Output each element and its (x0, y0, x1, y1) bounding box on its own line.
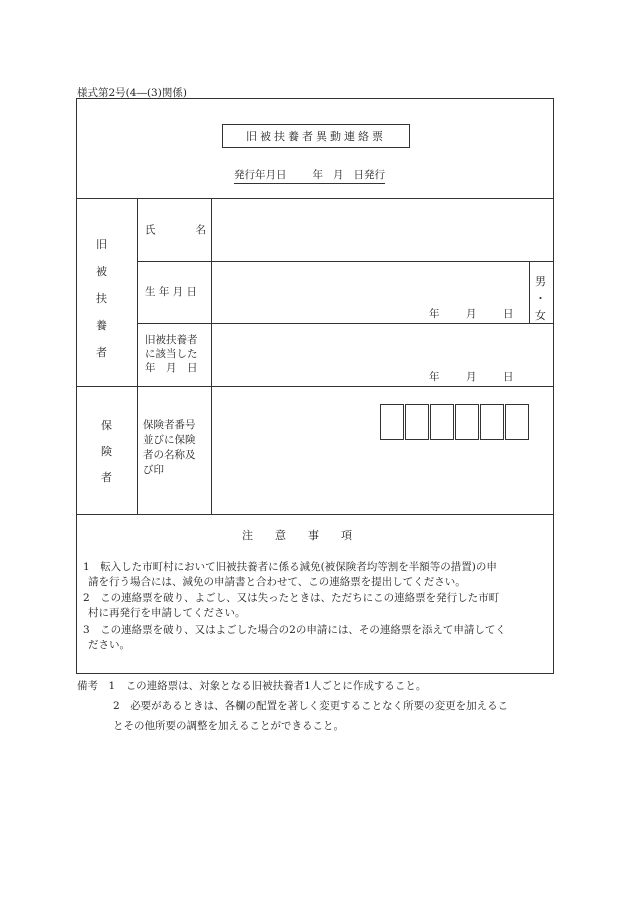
rule-label-col (211, 198, 212, 514)
issue-date-year: 年 (312, 169, 323, 181)
insurer-label: 保険者番号 並びに保険 者の名称及 び印 (143, 419, 196, 476)
insurer-number-cell[interactable] (480, 404, 504, 440)
notes-heading: 注 意 事 項 (242, 529, 352, 542)
gender-options[interactable]: 男 ・ 女 (535, 275, 546, 322)
insurer-section-heading: 保 険 者 (101, 419, 112, 484)
qualified-date-label: 旧被扶養者 に該当した 年 月 日 (145, 334, 198, 374)
form-title: 旧被扶養者異動連絡票 (222, 124, 410, 148)
note-item: 1 転入した市町村において旧被扶養者に係る減免(被保険者均等割を半額等の措置)の申 請を行う場合には、減免の申請書と合わせて、この連絡票を提出してください。 (83, 561, 497, 588)
birth-year-unit: 年 (429, 308, 440, 320)
insurer-number-cell[interactable] (405, 404, 429, 440)
rule-insured-bottom (76, 386, 554, 387)
note-item: 3 この連絡票を破り、又はよごした場合の2の申請には、その連絡票を添えて申請してく ださい。 (83, 624, 506, 651)
name-label: 氏 名 (145, 224, 206, 236)
insured-section-heading: 旧 被 扶 養 者 (96, 238, 107, 359)
birth-label: 生 年 月 日 (145, 286, 198, 298)
rule-heading-col (137, 198, 138, 514)
name-field[interactable] (212, 262, 528, 322)
birth-day-unit: 日 (503, 308, 514, 320)
insurer-number-cell[interactable] (430, 404, 454, 440)
qualified-day-unit: 日 (503, 371, 514, 383)
form-label: 様式第2号(4―(3)関係) (77, 87, 187, 99)
issue-date-month: 月 (333, 169, 344, 181)
note-item: 2 この連絡票を破り、よごし、又は失ったときは、ただちにこの連絡票を発行した市町 村に再発行を申請してください。 (83, 592, 500, 619)
issue-date (234, 167, 385, 184)
insurer-number-cell[interactable] (455, 404, 479, 440)
insurer-number-cell[interactable] (380, 404, 404, 440)
remarks-label: 備考 (77, 680, 98, 692)
rule-birth-bottom (137, 323, 554, 324)
issue-date-prefix: 発行年月日 (234, 169, 287, 181)
birth-month-unit: 月 (466, 308, 477, 320)
rule-gender-col (529, 261, 530, 323)
insurer-number-cell[interactable] (505, 404, 529, 440)
remarks: 備考 1 この連絡票は、対象となる旧被扶養者1人ごとに作成すること。 2 必要があるときは、各欄の配置を著しく変更することなく所要の変更を加えるこ とその他所要の調整を加えることができること。 (77, 680, 509, 732)
issue-date-day: 日発行 (353, 169, 385, 181)
rule-header-bottom (76, 198, 554, 199)
qualified-month-unit: 月 (466, 371, 477, 383)
rule-insurer-bottom (76, 514, 554, 515)
qualified-year-unit: 年 (429, 371, 440, 383)
